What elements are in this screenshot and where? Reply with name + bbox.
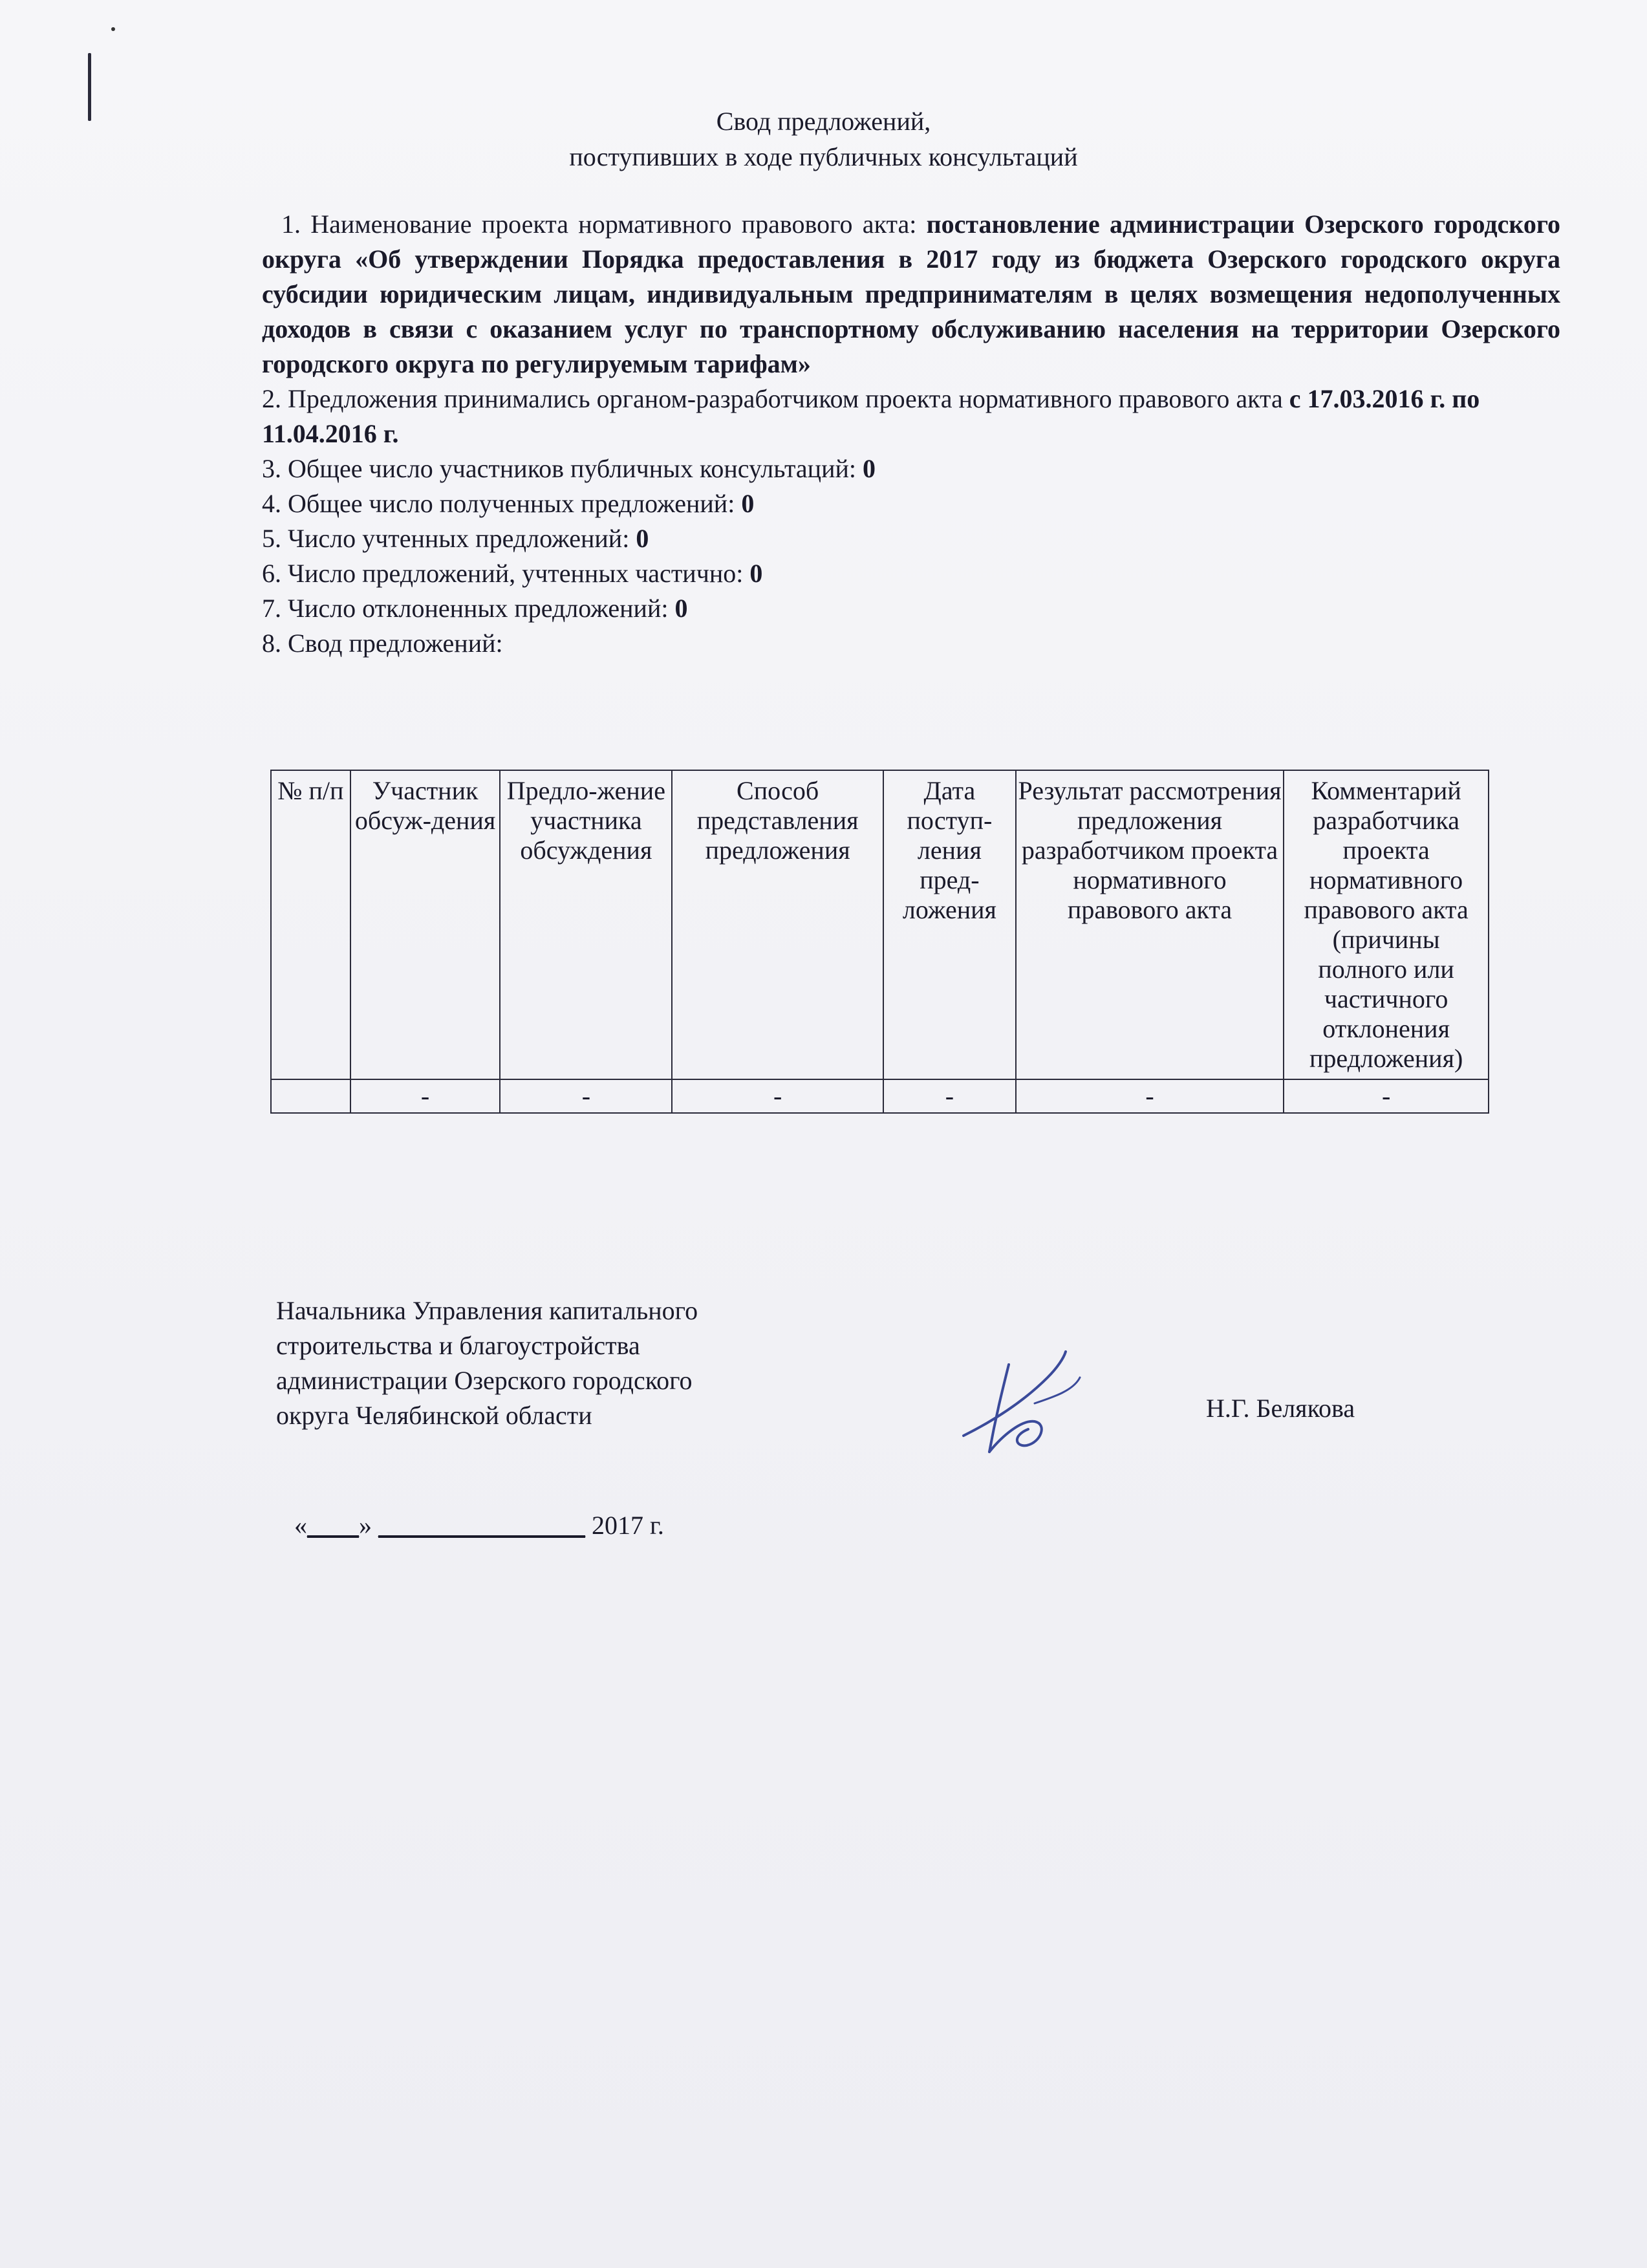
document-body [262,207,1560,661]
scan-artifact-dot [111,27,115,31]
table-cell: - [672,1079,883,1113]
item-4-label: 4. Общее число полученных предложений: [262,489,742,518]
table-cell: - [500,1079,672,1113]
item-3-value: 0 [863,454,876,483]
signature-date [294,1508,664,1543]
item-7-label: 7. Число отклоненных предложений: [262,594,675,623]
header-cell-result: Результат рассмотрения предложения разработчиком проекта нормативного правового акта [1016,770,1284,1079]
item-5-label: 5. Число учтенных предложений: [262,524,636,553]
signatory-name: Н.Г. Белякова [1206,1394,1355,1423]
table-cell: - [1284,1079,1489,1113]
header-cell-method: Способ представления предложения [672,770,883,1079]
item-6-value: 0 [749,559,763,588]
item-3-label: 3. Общее число участников публичных консультаций: [262,454,863,483]
item-1-value: постановление администрации Озерского городского округа «Об утверждении Порядка предоставления в 2017 году из бюджета Озерского городского округа субсидии юридическим лицам, индивидуальным предпринимателям в целях возмещения недополученных доходов в связи с оказанием услуг по транспортному обслуживанию населения на территории Озерского городского округа по регулируемым тарифам» [262,210,1560,378]
table-cell [271,1079,350,1113]
date-month-blank: ________________ [378,1511,585,1540]
position-line-2: строительства и благоустройства [276,1331,640,1360]
proposals-table [270,770,1489,1114]
item-4-value: 0 [741,489,755,518]
item-5-accepted [262,521,1560,556]
handwritten-signature [951,1339,1093,1462]
item-2-label: 2. Предложения принимались органом-разработчиком проекта нормативного правового акта [262,384,1289,413]
position-line-3: администрации Озерского городского [276,1366,693,1395]
position-line-4: округа Челябинской области [276,1401,592,1430]
item-3-participants [262,451,1560,486]
title-line-1: Свод предложений, [716,107,931,136]
date-year: 2017 г. [585,1511,664,1540]
item-6-partially-accepted [262,556,1560,591]
item-2-value: с 17.03.2016 г. по 11.04.2016 г. [262,384,1480,448]
signatory-position [276,1293,858,1433]
date-open-quote: « [294,1511,307,1540]
item-7-rejected [262,591,1560,626]
table-cell: - [883,1079,1016,1113]
proposals-table-container [270,770,1489,1114]
header-cell-participant: Участник обсуж-дения [350,770,501,1079]
document-title [0,103,1647,175]
header-cell-number: № п/п [271,770,350,1079]
table-cell: - [350,1079,501,1113]
item-1-project-name [262,207,1560,382]
item-8-summary: 8. Свод предложений: [262,629,503,658]
item-5-value: 0 [636,524,649,553]
table-header-row [271,770,1489,1079]
item-1-label: 1. Наименование проекта нормативного правового акта: [281,210,927,239]
item-4-received [262,486,1560,521]
item-7-value: 0 [674,594,688,623]
title-line-2: поступивших в ходе публичных консультаций [569,142,1078,171]
item-2-period [262,382,1560,451]
header-cell-comment: Комментарий разработчика проекта нормативного правового акта (причины полного или частичного отклонения предложения) [1284,770,1489,1079]
table-row [271,1079,1489,1113]
date-close-quote: » [359,1511,378,1540]
item-6-label: 6. Число предложений, учтенных частично: [262,559,750,588]
table-cell: - [1016,1079,1284,1113]
header-cell-proposal: Предло-жение участника обсуждения [500,770,672,1079]
position-line-1: Начальника Управления капитального [276,1296,698,1325]
date-day-blank: ____ [307,1511,359,1540]
header-cell-date: Дата поступ-ления пред-ложения [883,770,1016,1079]
